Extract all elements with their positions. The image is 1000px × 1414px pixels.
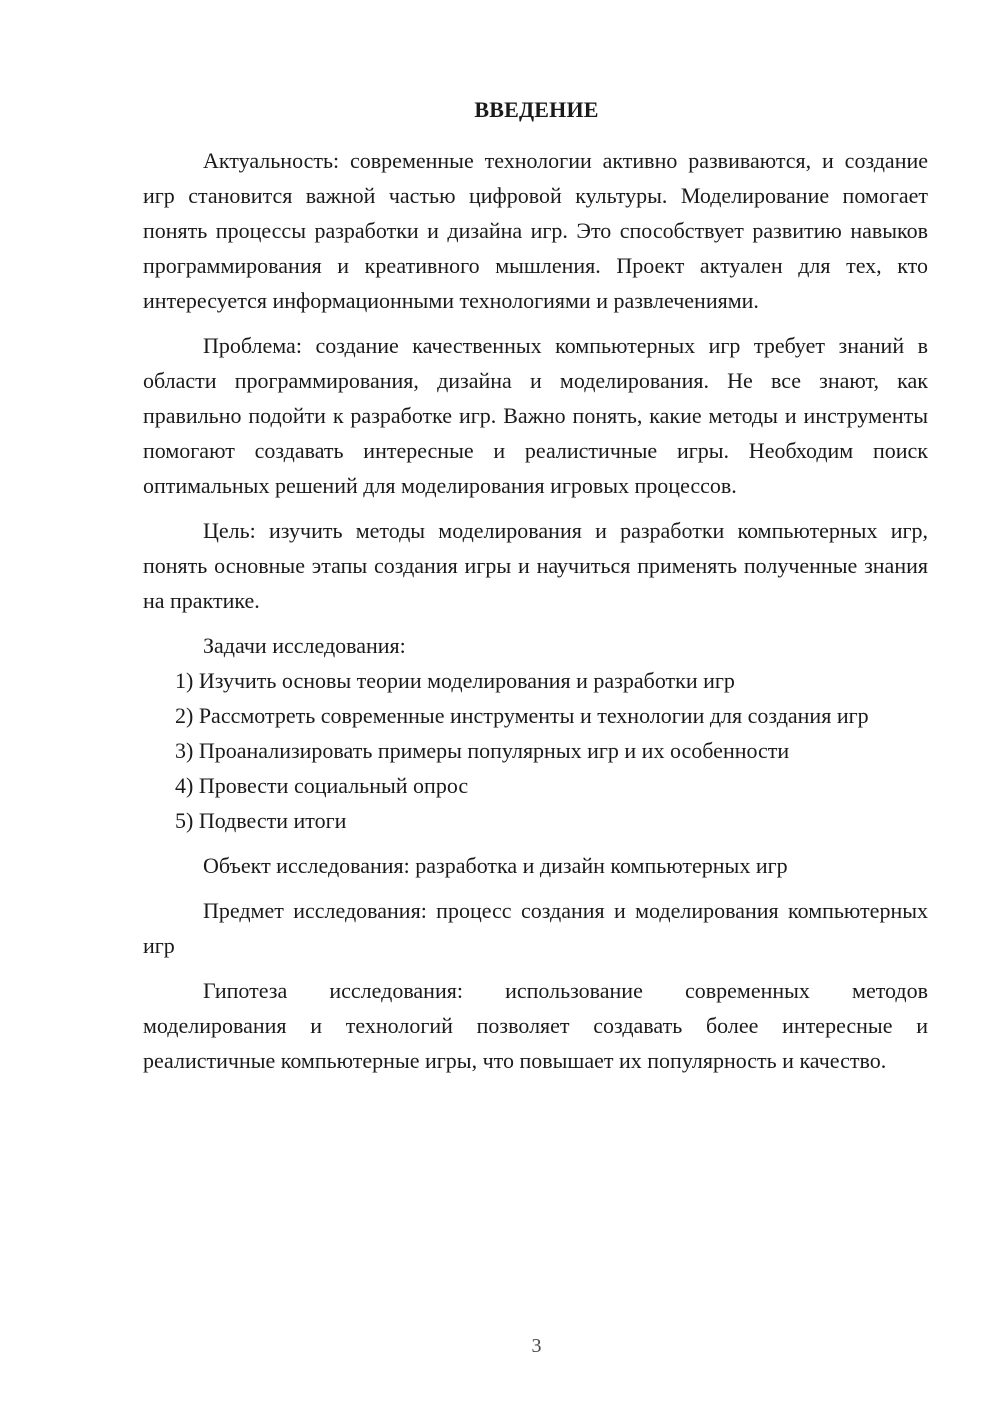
paragraph-hypothesis: Гипотеза исследования: использование современных методов моделирования и технологий позволяет создавать более интересные и реалистичные компьютерные игры, что повышает их популярность и качество. [143, 978, 928, 1073]
section-heading: ВВЕДЕНИЕ [474, 97, 599, 122]
paragraph-goal: Цель: изучить методы моделирования и разработки компьютерных игр, понять основные этапы создания игры и научиться применять полученные знания на практике. [143, 518, 928, 613]
paragraph-research-object: Объект исследования: разработка и дизайн компьютерных игр [203, 853, 788, 878]
paragraph-research-subject: Предмет исследования: процесс создания и моделирования компьютерных игр [143, 898, 928, 958]
task-item-4: 4) Провести социальный опрос [175, 773, 469, 798]
task-item-5: 5) Подвести итоги [175, 808, 347, 833]
task-item-1: 1) Изучить основы теории моделирования и разработки игр [175, 668, 735, 693]
task-item-2: 2) Рассмотреть современные инструменты и технологии для создания игр [175, 703, 869, 728]
body-text [143, 143, 928, 1078]
paragraph-tasks-heading: Задачи исследования: [203, 633, 406, 658]
page-number: 3 [531, 1335, 542, 1357]
paragraph-problem: Проблема: создание качественных компьютерных игр требует знаний в области программирования, дизайна и моделирования. Не все знают, как правильно подойти к разработке игр. Важно понять, какие методы и инструменты помогают создавать интересные и реалистичные игры. Необходим поиск оптимальных решений для моделирования игровых процессов. [143, 333, 928, 498]
paragraph-relevance: Актуальность: современные технологии активно развиваются, и создание игр становится важной частью цифровой культуры. Моделирование помогает понять процессы разработки и дизайна игр. Это способствует развитию навыков программирования и креативного мышления. Проект актуален для тех, кто интересуется информационными технологиями и развлечениями. [143, 148, 928, 313]
task-item-3: 3) Проанализировать примеры популярных игр и их особенности [175, 738, 790, 763]
